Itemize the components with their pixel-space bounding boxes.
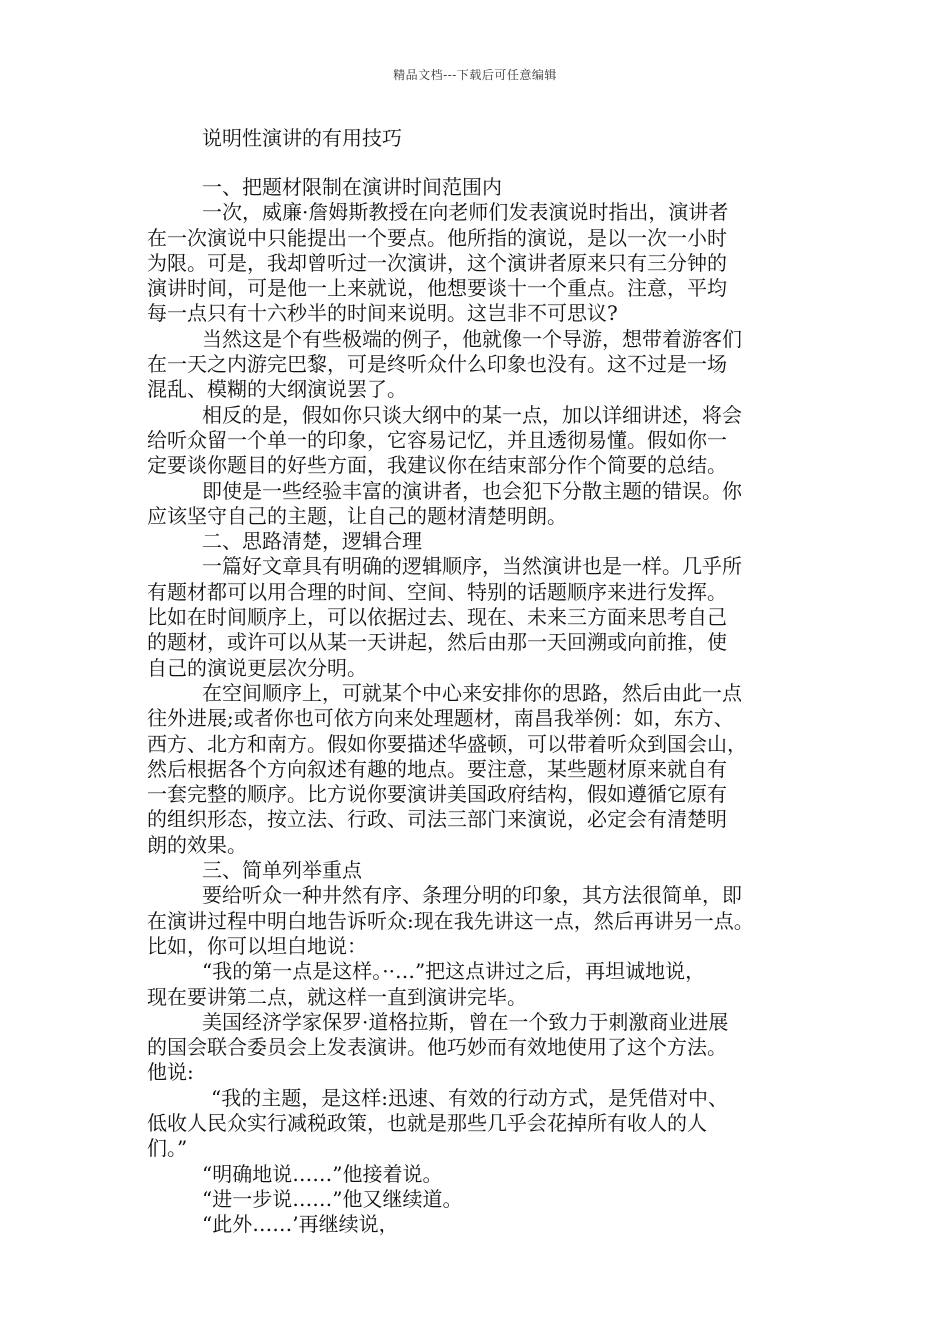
document-body — [147, 175, 817, 1237]
quote-line: “我的主题，是这样:迅速、有效的行动方式，是凭借对中、 — [211, 1085, 728, 1110]
paragraph-line: 给听众留一个单一的印象，它容易记忆，并且透彻易懂。假如你一 — [147, 427, 727, 452]
paragraph-line: 往外进展;或者你也可依方向来处理题材，南昌我举例：如，东方、 — [147, 706, 734, 731]
paragraph-line: 在演讲过程中明白地告诉听众:现在我先讲这一点，然后再讲另一点。 — [147, 908, 754, 933]
paragraph-line: 有题材都可以用合理的时间、空间、特别的话题顺序来进行发挥。 — [147, 579, 727, 604]
paragraph-line: 然后根据各个方向叙述有趣的地点。要注意，某些题材原来就自有 — [147, 756, 727, 781]
paragraph-line: 相反的是，假如你只谈大纲中的某一点，加以详细讲述，将会 — [202, 402, 742, 427]
paragraph-line: 定要谈你题目的好些方面，我建议你在结束部分作个简要的总结。 — [147, 453, 727, 478]
section-heading-3: 三、简单列举重点 — [202, 858, 362, 883]
paragraph-line: 一次，威廉·詹姆斯教授在向老师们发表演说时指出，演讲者 — [202, 200, 729, 225]
quote-line: “明确地说……”他接着说。 — [202, 1161, 443, 1186]
page-header: 精品文档---下载后可任意编辑 — [393, 68, 557, 82]
section-heading-2: 二、思路清楚，逻辑合理 — [202, 529, 422, 554]
paragraph-line: 朗的效果。 — [147, 832, 247, 857]
paragraph-line: 的组织形态，按立法、行政、司法三部门来演说，必定会有清楚明 — [147, 807, 727, 832]
paragraph-line: 当然这是个有些极端的例子，他就像一个导游，想带着游客们 — [202, 326, 742, 351]
paragraph-line: 西方、北方和南方。假如你要描述华盛顿，可以带着听众到国会山， — [147, 731, 747, 756]
paragraph-line: 比如，你可以坦白地说： — [147, 933, 367, 958]
section-heading-1: 一、把题材限制在演讲时间范围内 — [202, 175, 502, 199]
document-title: 说明性演讲的有用技巧 — [202, 126, 402, 150]
paragraph-line: 要给听众一种井然有序、条理分明的印象，其方法很简单，即 — [202, 883, 742, 908]
paragraph-line: 自己的演说更层次分明。 — [147, 655, 367, 680]
paragraph-line: 他说: — [147, 1060, 194, 1085]
paragraph-line: 们。” — [147, 1136, 188, 1161]
paragraph-line: 一套完整的顺序。比方说你要演讲美国政府结构，假如遵循它原有 — [147, 782, 727, 807]
paragraph-line: 演讲时间，可是他一上来就说，他想要谈十一个重点。注意，平均 — [147, 276, 727, 301]
paragraph-line: 的题材，或许可以从某一天讲起，然后由那一天回溯或向前推，使 — [147, 630, 727, 655]
paragraph-line: 现在要讲第二点，就这样一直到演讲完毕。 — [147, 984, 527, 1009]
paragraph-line: 混乱、模糊的大纲演说罢了。 — [147, 377, 407, 402]
paragraph-line: 一篇好文章具有明确的逻辑顺序，当然演讲也是一样。几乎所 — [202, 554, 742, 579]
quote-line: “我的第一点是这样。··…”把这点讲过之后，再坦诚地说， — [202, 959, 706, 984]
paragraph-line: 在一天之内游完巴黎，可是终听众什么印象也没有。这不过是一场 — [147, 352, 727, 377]
paragraph-line: 即使是一些经验丰富的演讲者，也会犯下分散主题的错误。你 — [202, 478, 742, 503]
paragraph-line: 应该坚守自己的主题，让自己的题材清楚明朗。 — [147, 503, 567, 528]
paragraph-line: 低收人民众实行减税政策，也就是那些几乎会花掉所有收人的人 — [147, 1110, 707, 1135]
paragraph-line: 每一点只有十六秒半的时间来说明。这岂非不可思议? — [147, 301, 618, 326]
paragraph-line: 为限。可是，我却曾听过一次演讲，这个演讲者原来只有三分钟的 — [147, 250, 727, 275]
paragraph-line: 比如在时间顺序上，可以依据过去、现在、未来三方面来思考自己 — [147, 605, 727, 630]
paragraph-line: 在一次演说中只能提出一个要点。他所指的演说，是以一次一小时 — [147, 225, 727, 250]
quote-line: “进一步说……”他又继续道。 — [202, 1186, 463, 1211]
quote-line: “此外……’再继续说， — [202, 1212, 399, 1237]
paragraph-line: 的国会联合委员会上发表演讲。他巧妙而有效地使用了这个方法。 — [147, 1035, 727, 1060]
paragraph-line: 美国经济学家保罗·道格拉斯，曾在一个致力于刺激商业进展 — [202, 1009, 729, 1034]
paragraph-line: 在空间顺序上，可就某个中心来安排你的思路，然后由此一点 — [202, 680, 742, 705]
